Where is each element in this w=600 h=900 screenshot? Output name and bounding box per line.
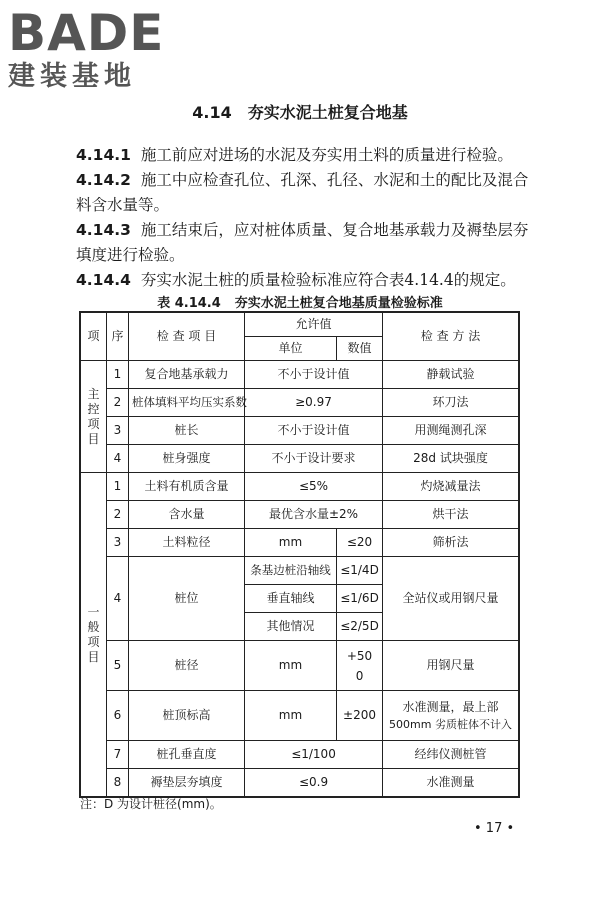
- clause-text: 夯实水泥土桩的质量检验标准应符合表4.14.4的规定。: [140, 271, 516, 289]
- section-title-text: 夯实水泥土桩复合地基: [247, 103, 408, 122]
- cell-method: 用测绳测孔深: [383, 417, 519, 445]
- header-value: 数值: [337, 337, 383, 361]
- cell-value: ≤1/6D: [337, 585, 383, 613]
- cell-seq: 4: [107, 557, 129, 641]
- cell-seq: 5: [107, 641, 129, 691]
- cell-seq: 1: [107, 361, 129, 389]
- cell-method: 全站仪或用钢尺量: [383, 557, 519, 641]
- cell-item: 桩径: [129, 641, 245, 691]
- table-row: [81, 473, 519, 501]
- cell-seq: 8: [107, 769, 129, 797]
- header-unit: 单位: [245, 337, 337, 361]
- clause: [76, 218, 534, 268]
- cell-item: 含水量: [129, 501, 245, 529]
- category-general: [81, 473, 107, 797]
- method-line: 500mm 劣质桩体不计入: [389, 717, 512, 731]
- table-row: [81, 501, 519, 529]
- table-header-row: [81, 313, 519, 337]
- table-note: 注：D 为设计桩径(mm)。: [80, 797, 222, 811]
- cell-method: 烘干法: [383, 501, 519, 529]
- cell-value: ≤1/4D: [337, 557, 383, 585]
- table-row: [81, 741, 519, 769]
- cell-allowed: ≤5%: [245, 473, 383, 501]
- cell-method: 水准测量: [383, 769, 519, 797]
- cell-item: 土料有机质含量: [129, 473, 245, 501]
- cell-item: 桩孔垂直度: [129, 741, 245, 769]
- clause-list: [76, 143, 534, 293]
- cell-item: 桩身强度: [129, 445, 245, 473]
- table-row: [81, 445, 519, 473]
- logo-main-text: BADE: [8, 4, 165, 62]
- cell-allowed: 不小于设计要求: [245, 445, 383, 473]
- cell-value: ≤20: [337, 529, 383, 557]
- cell-seq: 1: [107, 473, 129, 501]
- cell-value: [337, 641, 383, 691]
- logo-sub-text: 建装基地: [8, 61, 136, 92]
- section-title: [0, 100, 600, 123]
- cell-value: ±200: [337, 691, 383, 741]
- table-row: [81, 361, 519, 389]
- category-main: [81, 361, 107, 473]
- cell-item: 桩长: [129, 417, 245, 445]
- header-check-item: 检 查 项 目: [129, 313, 245, 361]
- cell-method: 经纬仪测桩管: [383, 741, 519, 769]
- cell-unit: mm: [245, 691, 337, 741]
- tolerance-upper: +50: [346, 648, 373, 663]
- table-row: [81, 529, 519, 557]
- clause-text: 施工中应检查孔位、孔深、孔径、水泥和土的配比及混合料含水量等。: [76, 171, 529, 214]
- cell-method: 静载试验: [383, 361, 519, 389]
- cell-allowed: ≤1/100: [245, 741, 383, 769]
- tolerance-lower: 0: [355, 668, 364, 683]
- cell-value: ≤2/5D: [337, 613, 383, 641]
- cell-item: 复合地基承载力: [129, 361, 245, 389]
- page-number: • 17 •: [474, 821, 515, 836]
- table-caption: [0, 292, 600, 311]
- cell-seq: 3: [107, 417, 129, 445]
- cell-seq: 7: [107, 741, 129, 769]
- cell-method: 灼烧减量法: [383, 473, 519, 501]
- cell-method: 环刀法: [383, 389, 519, 417]
- cell-item: 褥垫层夯填度: [129, 769, 245, 797]
- clause: [76, 168, 534, 218]
- clause-text: 施工结束后，应对桩体质量、复合地基承载力及褥垫层夯填度进行检验。: [76, 221, 529, 264]
- cell-method: 28d 试块强度: [383, 445, 519, 473]
- category-label: 一般项目: [87, 604, 100, 664]
- cell-seq: 2: [107, 389, 129, 417]
- section-number: 4.14: [192, 103, 232, 122]
- table-row: [81, 417, 519, 445]
- cell-method: [383, 691, 519, 741]
- cell-unit: 条基边桩沿轴线: [245, 557, 337, 585]
- header-item-type: 项: [81, 313, 107, 361]
- table-row: [81, 641, 519, 691]
- table-row: [81, 691, 519, 741]
- cell-seq: 6: [107, 691, 129, 741]
- cell-allowed: 不小于设计值: [245, 417, 383, 445]
- cell-item: 桩体填料平均压实系数: [129, 389, 245, 417]
- clause-number: 4.14.4: [76, 271, 131, 289]
- category-label: 主控项目: [87, 386, 100, 446]
- cell-method: 用钢尺量: [383, 641, 519, 691]
- cell-allowed: 最优含水量±2%: [245, 501, 383, 529]
- clause: [76, 143, 534, 168]
- table-row: [81, 389, 519, 417]
- cell-seq: 4: [107, 445, 129, 473]
- clause: [76, 268, 534, 293]
- method-line: 水准测量，最上部: [402, 699, 499, 714]
- cell-method: 筛析法: [383, 529, 519, 557]
- cell-seq: 2: [107, 501, 129, 529]
- cell-allowed: ≤0.9: [245, 769, 383, 797]
- clause-text: 施工前应对进场的水泥及夯实用土料的质量进行检验。: [140, 146, 513, 164]
- header-allowed: 允许值: [245, 313, 383, 337]
- cell-unit: 垂直轴线: [245, 585, 337, 613]
- table-row: [81, 557, 519, 585]
- header-seq: 序: [107, 313, 129, 361]
- cell-unit: mm: [245, 641, 337, 691]
- quality-standard-table: [80, 312, 519, 797]
- table-number: 表 4.14.4: [157, 296, 221, 311]
- cell-item: 土料粒径: [129, 529, 245, 557]
- cell-item: 桩顶标高: [129, 691, 245, 741]
- header-method: 检 查 方 法: [383, 313, 519, 361]
- clause-number: 4.14.3: [76, 221, 131, 239]
- cell-item: 桩位: [129, 557, 245, 641]
- table-row: [81, 769, 519, 797]
- clause-number: 4.14.2: [76, 171, 131, 189]
- cell-unit: mm: [245, 529, 337, 557]
- cell-allowed: 不小于设计值: [245, 361, 383, 389]
- clause-number: 4.14.1: [76, 146, 131, 164]
- logo: [8, 6, 164, 94]
- table-title-text: 夯实水泥土桩复合地基质量检验标准: [234, 296, 443, 311]
- cell-unit: 其他情况: [245, 613, 337, 641]
- cell-allowed: ≥0.97: [245, 389, 383, 417]
- cell-seq: 3: [107, 529, 129, 557]
